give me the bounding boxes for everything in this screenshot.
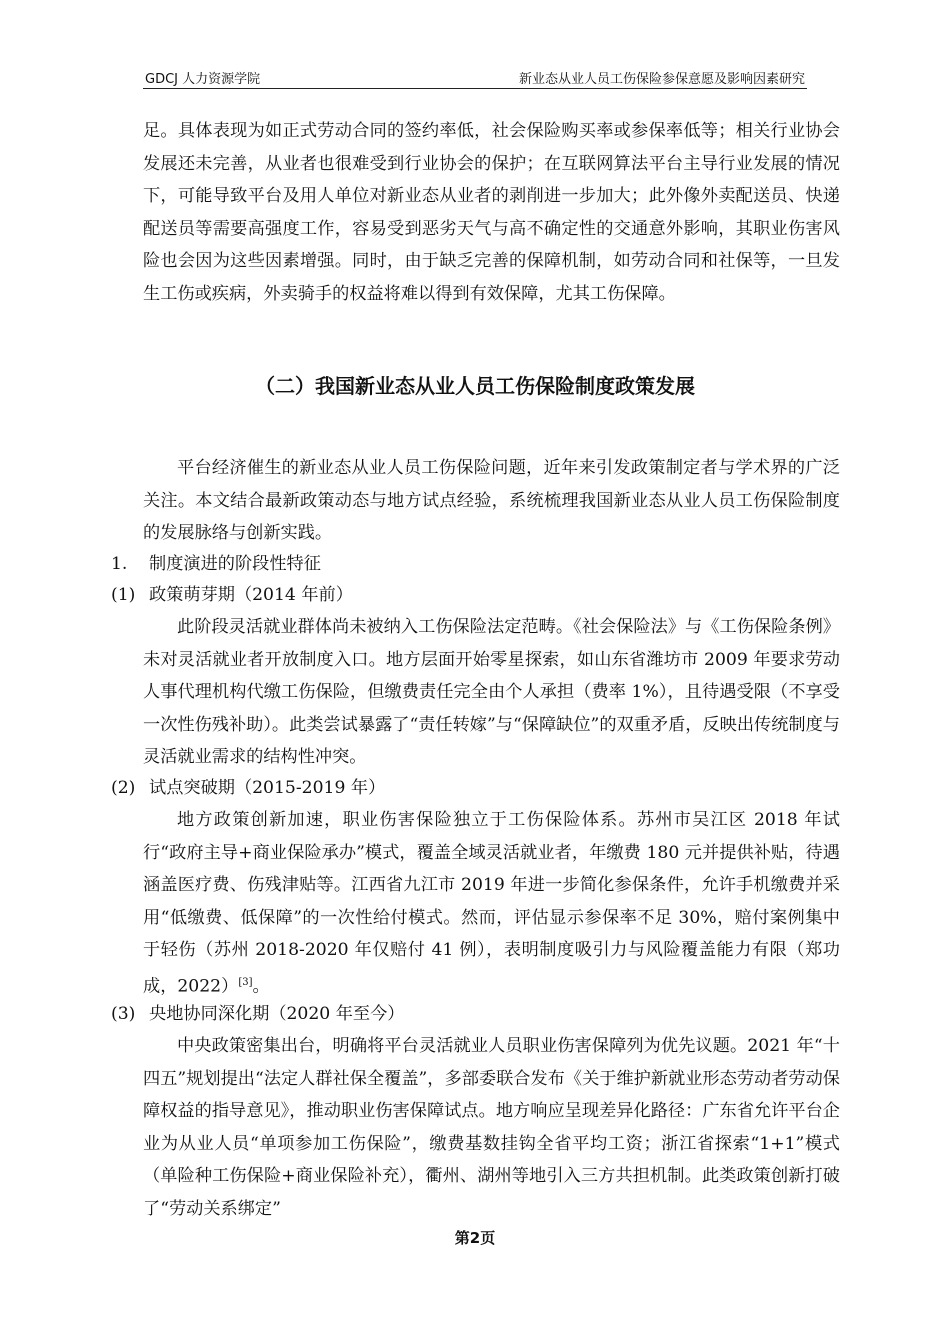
- header-right: 新业态从业人员工伤保险参保意愿及影响因素研究: [518, 72, 805, 87]
- stage-number: (3): [111, 1004, 136, 1024]
- stage-2-text: 地方政策创新加速，职业伤害保险独立于工伤保险体系。苏州市吴江区 2018 年试行“政府主导+商业保险承办”模式，覆盖全域灵活就业者，年缴费 180 元并提供补贴，待遇涵盖医疗费、伤残津贴等。江西省九江市 2019 年进一步简化参保条件，允许手机缴费并采用“低缴费、低保障”的一次性给付模式。然而，评估显示参保率不足 30%，赔付案例集中于轻伤（苏州 2018-2020 年仅赔付 41 例），表明制度吸引力与风险覆盖能力有限（郑功成，2022）: [143, 810, 840, 997]
- page-number: 第2页: [454, 1229, 496, 1247]
- section-intro-paragraph: 平台经济催生的新业态从业人员工伤保险问题，近年来引发政策制定者与学术界的广泛关注。本文结合最新政策动态与地方试点经验，系统梳理我国新业态从业人员工伤保险制度的发展脉络与创新实践。: [143, 458, 840, 543]
- stage-2-end: 。: [252, 976, 270, 997]
- page-header: [143, 64, 807, 89]
- list-number: 1.: [111, 554, 128, 574]
- list-label: 制度演进的阶段性特征: [149, 554, 321, 574]
- stage-2-heading: [111, 773, 385, 803]
- section-title: （二）我国新业态从业人员工伤保险制度政策发展: [255, 374, 695, 398]
- stage-label: 试点突破期（2015-2019 年）: [149, 778, 386, 798]
- stage-1-heading: [111, 580, 353, 610]
- stage-number: (2): [111, 778, 136, 798]
- stage-2-paragraph: [143, 804, 840, 1003]
- stage-number: (1): [111, 585, 136, 605]
- header-left: GDCJ 人力资源学院: [145, 72, 261, 87]
- stage-3-paragraph: 中央政策密集出台，明确将平台灵活就业人员职业伤害保障列为优先议题。2021 年“十四五”规划提出“法定人群社保全覆盖”，多部委联合发布《关于维护新就业形态劳动者劳动保障权益的指导意见》，推动职业伤害保障试点。地方响应呈现差异化路径：广东省允许平台企业为从业人员“单项参加工伤保险”，缴费基数挂钩全省平均工资；浙江省探索“1+1”模式（单险种工伤保险+商业保险补充），衢州、湖州等地引入三方共担机制。此类政策创新打破了“劳动关系绑定”: [143, 1036, 840, 1219]
- stage-3-heading: [111, 999, 404, 1029]
- stage-label: 政策萌芽期（2014 年前）: [149, 585, 353, 605]
- citation: [3]: [238, 976, 253, 988]
- stage-label: 央地协同深化期（2020 年至今）: [149, 1004, 405, 1024]
- intro-paragraph: 足。具体表现为如正式劳动合同的签约率低，社会保险购买率或参保率低等；相关行业协会发展还未完善，从业者也很难受到行业协会的保护；在互联网算法平台主导行业发展的情况下，可能导致平台及用人单位对新业态从业者的剥削进一步加大；此外像外卖配送员、快递配送员等需要高强度工作，容易受到恶劣天气与高不确定性的交通意外影响，其职业伤害风险也会因为这些因素增强。同时，由于缺乏完善的保障机制，如劳动合同和社保等，一旦发生工伤或疾病，外卖骑手的权益将难以得到有效保障，尤其工伤保障。: [143, 121, 840, 304]
- stage-1-paragraph: 此阶段灵活就业群体尚未被纳入工伤保险法定范畴。《社会保险法》与《工伤保险条例》未对灵活就业者开放制度入口。地方层面开始零星探索，如山东省潍坊市 2009 年要求劳动人事代理机构代缴工伤保险，但缴费责任完全由个人承担（费率 1%），且待遇受限（不享受一次性伤残补助）。此类尝试暴露了“责任转嫁”与“保障缺位”的双重矛盾，反映出传统制度与灵活就业需求的结构性冲突。: [143, 617, 840, 767]
- list-heading-1: [111, 549, 321, 579]
